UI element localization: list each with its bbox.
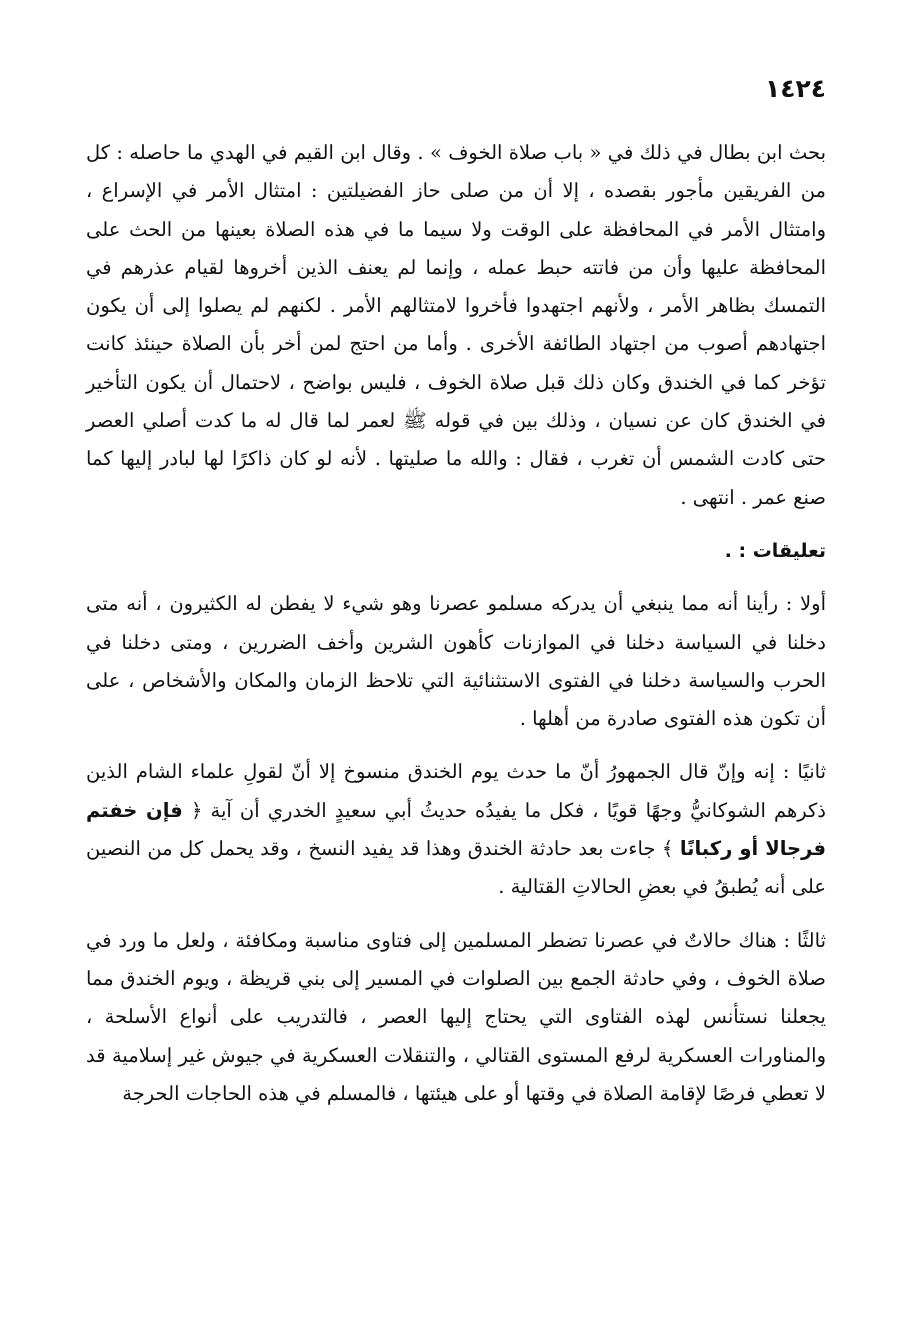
page-body	[86, 134, 826, 1113]
second-comment-lead: ثانيًا : إنه وإنّ قال الجمهورُ أنّ ما حدث يوم الخندق منسوخ إلا أنّ لقولِ علماء الشام الذين ذكرهم الشوكانيُّ وجهًا قويًا ، فكل ما يفيدُه حديثُ أبي سعيدٍ الخدري أن آية ﴿	[86, 760, 826, 822]
paragraph-first-comment: أولا : رأينا أنه مما ينبغي أن يدركه مسلمو عصرنا وهو شيء لا يفطن له الكثيرون ، أنه متى دخلنا في السياسة دخلنا في الموازنات كأهون الشرين وأخف الضررين ، ومتى دخلنا في الحرب والسياسة دخلنا في الفتوى الاستثنائية التي تلاحظ الزمان والمكان والأشخاص ، على أن تكون هذه الفتوى صادرة من أهلها .	[86, 592, 826, 731]
paragraph-third-comment: ثالثًا : هناك حالاتٌ في عصرنا تضطر المسلمين إلى فتاوى مناسبة ومكافئة ، ولعل ما ورد في صلاة الخوف ، وفي حادثة الجمع بين الصلوات في المسير إلى بني قريظة ، ويوم الخندق مما يجعلنا نستأنس لهذه الفتاوى التي يحتاج إليها العصر ، فالتدريب على أنواع الأسلحة ، والمناورات العسكرية لرفع المستوى القتالي ، والتنقلات العسكرية في جيوش غير إسلامية قد لا تعطي فرصًا لإقامة الصلاة في وقتها أو على هيئتها ، فالمسلم في هذه الحاجات الحرجة	[86, 928, 826, 1105]
paragraph-ibn-battal: بحث ابن بطال في ذلك في « باب صلاة الخوف » . وقال ابن القيم في الهدي ما حاصله : كل من الفريقين مأجور بقصده ، إلا أن من صلى حاز الفضيلتين : امتثال الأمر في الإسراع ، وامتثال الأمر في المحافظة على الوقت ولا سيما ما في هذه الصلاة بعينها من الحث على المحافظة عليها وأن من فاتته حبط عمله ، وإنما لم يعنف الذين أخروها لقيام عذرهم في التمسك بظاهر الأمر ، ولأنهم اجتهدوا فأخروا لامتثالهم الأمر . لكنهم لم يصلوا إلى أن يكون اجتهادهم أصوب من اجتهاد الطائفة الأخرى . وأما من احتج لمن أخر بأن الصلاة حينئذ كانت تؤخر كما في الخندق وكان ذلك قبل صلاة الخوف ، فليس بواضح ، لاحتمال أن يكون التأخير في الخندق كان عن نسيان ، وذلك بين في قوله ﷺ لعمر لما قال له ما كدت أصلي العصر حتى كادت الشمس أن تغرب ، فقال : والله ما صليتها . لأنه لو كان ذاكرًا لها لبادر إليها كما صنع عمر . انتهى .	[86, 141, 826, 509]
page-number: ١٤٢٤	[764, 74, 826, 103]
section-heading-comments: تعليقات : .	[724, 539, 826, 562]
paragraph-second-comment	[86, 753, 826, 906]
quran-verse-quote: فإن خفتم فرجالا أو ركبانًا	[86, 798, 827, 861]
second-comment-tail: ﴾ جاءت بعد حادثة الخندق وهذا قد يفيد النسخ ، وقد يحمل كل من النصين على أنه يُطبقُ في بعضِ الحالاتِ القتالية .	[86, 837, 826, 899]
